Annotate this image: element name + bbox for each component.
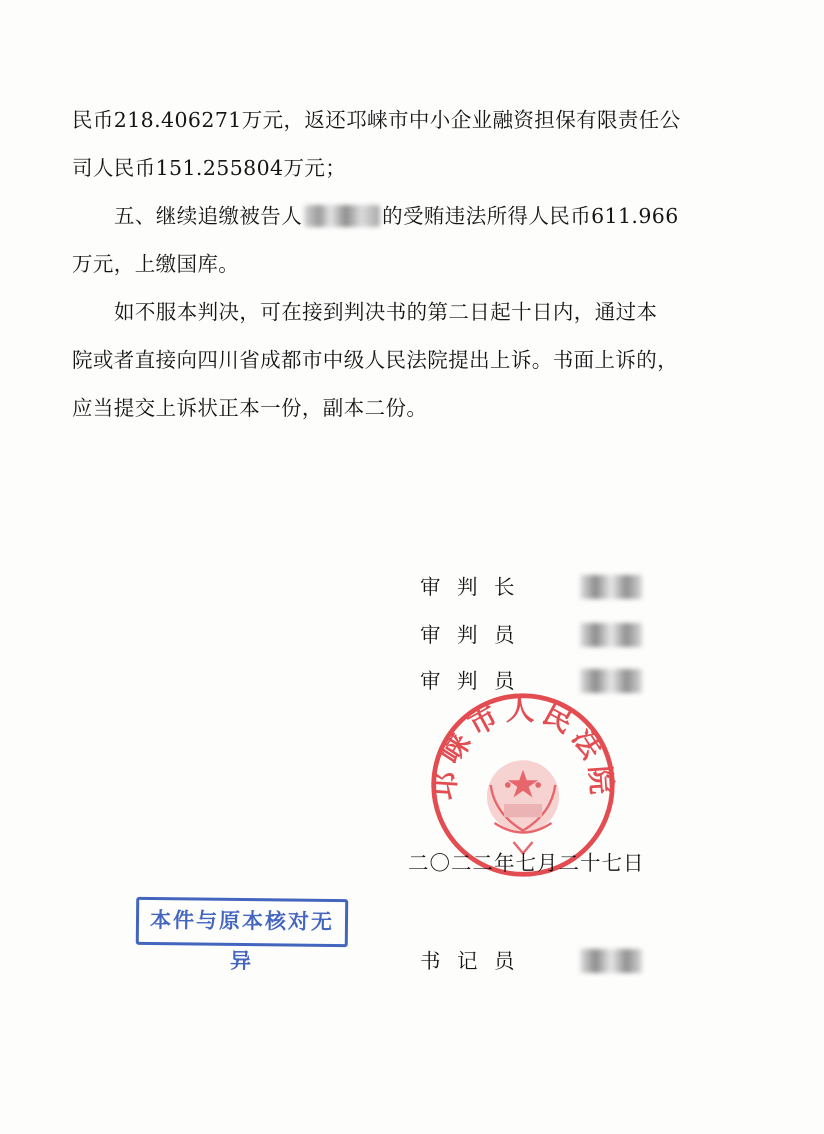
- redacted-name: [580, 575, 642, 599]
- paragraph-line: 万元，上缴国库。: [72, 252, 240, 276]
- paragraph-line: 应当提交上诉状正本一份，副本二份。: [72, 396, 428, 420]
- seal-text: 邛崃市人民法院: [428, 693, 618, 802]
- paragraph-line: 院或者直接向四川省成都市中级人民法院提出上诉。书面上诉的，: [72, 348, 679, 372]
- judgment-date: 二〇二二年七月二十七日: [408, 851, 645, 875]
- paragraph-line: 民币218.406271万元，返还邛崃市中小企业融资担保有限责任公: [72, 108, 681, 132]
- signature-row-judge-1: [420, 620, 532, 650]
- paragraph-line: 司人民币151.255804万元；: [72, 156, 347, 180]
- redacted-name: [304, 205, 380, 227]
- redacted-name: [580, 623, 642, 647]
- signature-row-presiding-judge: [420, 572, 532, 602]
- signature-label: 书 记 员: [420, 949, 515, 973]
- paragraph-line: [72, 192, 698, 240]
- paragraph-text: 五、继续追缴被告人: [114, 204, 303, 228]
- judgment-body: [72, 96, 698, 432]
- paragraph-text: 的受贿违法所得人民币611.966: [382, 204, 679, 228]
- certified-copy-stamp: 本件与原本核对无异: [136, 897, 348, 947]
- national-emblem-icon: [487, 760, 559, 853]
- paragraph-line: 如不服本判决，可在接到判决书的第二日起十日内，通过本: [114, 300, 658, 324]
- signature-row-clerk: [420, 946, 532, 976]
- redacted-name: [580, 949, 642, 973]
- signature-label: 审 判 长: [420, 575, 515, 599]
- signature-label: 审 判 员: [420, 623, 515, 647]
- signature-label: 审 判 员: [420, 669, 515, 693]
